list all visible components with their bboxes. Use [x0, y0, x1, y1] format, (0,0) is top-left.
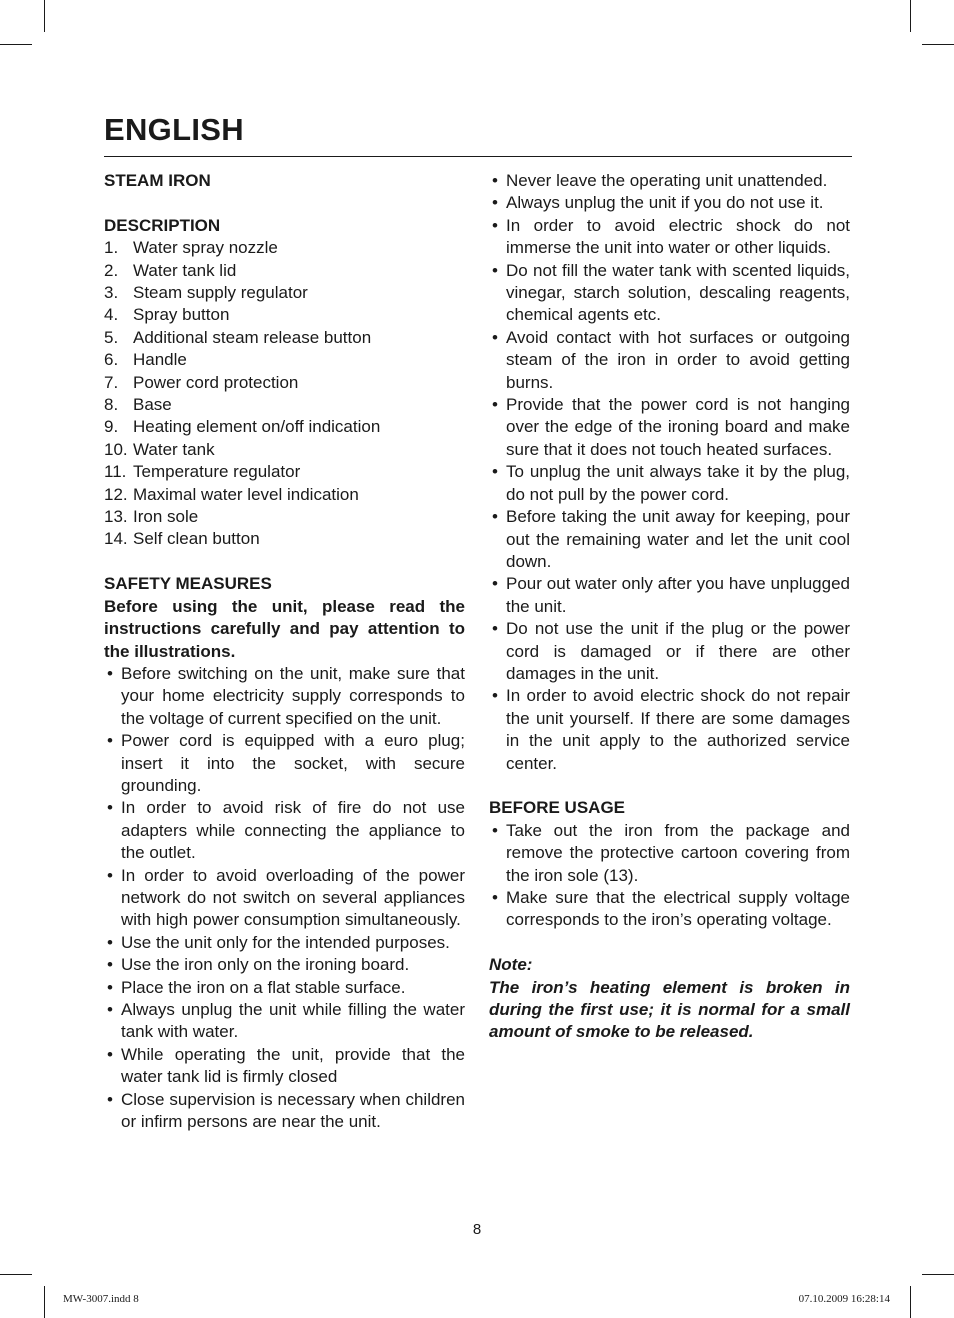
list-item: 6. Handle [104, 350, 187, 370]
parts-list [104, 237, 465, 551]
list-item: 14. Self clean button [104, 529, 260, 549]
list-item: 1. Water spray nozzle [104, 238, 278, 258]
list-item: • Pour out water only after you have unplugged the unit. [492, 574, 850, 616]
safety-list-right [489, 170, 850, 775]
list-item: 7. Power cord protection [104, 372, 299, 392]
crop-mark [910, 1286, 911, 1318]
list-item: • Before switching on the unit, make sure that your home electricity supply corresponds to the voltage of current specified on the unit. [107, 663, 465, 728]
list-item: 13. Iron sole [104, 507, 199, 527]
list-item: 8. Base [104, 395, 172, 415]
page-number: 8 [472, 1221, 482, 1238]
list-item: • Do not fill the water tank with scented liquids, vinegar, starch solution, descaling reagents, chemical agents etc. [492, 260, 850, 325]
list-item: • Always unplug the unit while filling the water tank with water. [107, 1000, 465, 1042]
list-item: 2. Water tank lid [104, 260, 237, 280]
list-item: • In order to avoid risk of fire do not use adapters while connecting the appliance to the outlet. [107, 798, 465, 863]
list-item: • Close supervision is necessary when children or infirm persons are near the unit. [107, 1089, 465, 1132]
left-column [104, 170, 465, 1133]
section-title: STEAM IRON [104, 171, 211, 190]
list-item: 10. Water tank [104, 439, 215, 459]
crop-mark [922, 44, 954, 45]
file-slug: MW-3007.indd 8 [63, 1293, 139, 1305]
list-item: • Never leave the operating unit unattended. [492, 171, 828, 190]
list-item: • In order to avoid electric shock do not immerse the unit into water or other liquids. [492, 215, 850, 258]
list-item: • Take out the iron from the package and remove the protective cartoon covering from the iron sole (13). [492, 820, 850, 885]
before-usage-heading: BEFORE USAGE [489, 798, 626, 818]
list-item: • Place the iron on a flat stable surface. [107, 977, 406, 997]
list-item: • To unplug the unit always take it by the plug, do not pull by the power cord. [492, 462, 850, 504]
safety-intro: Before using the unit, please read the instructions carefully and pay attention to the illustrations. [104, 596, 465, 661]
list-item: • Always unplug the unit if you do not use it. [492, 193, 824, 213]
list-item: • Do not use the unit if the plug or the power cord is damaged or if there are other damages in the unit. [492, 619, 850, 683]
list-item: • Use the unit only for the intended purposes. [107, 932, 450, 952]
crop-mark [910, 0, 911, 32]
before-usage-list [489, 820, 850, 932]
crop-mark [0, 44, 32, 45]
list-item: • Make sure that the electrical supply voltage corresponds to the iron’s operating voltage. [492, 887, 850, 930]
list-item: • While operating the unit, provide that the water tank lid is firmly closed [107, 1044, 465, 1087]
heading-rule [104, 156, 852, 157]
list-item: • In order to avoid overloading of the power network do not switch on several appliances with high power consumption simultaneously. [107, 865, 465, 930]
list-item: • Before taking the unit away for keeping, pour out the remaining water and let the unit cool down. [492, 507, 850, 571]
list-item: 3. Steam supply regulator [104, 283, 308, 303]
note-text: The iron’s heating element is broken in during the first use; it is normal for a small amount of smoke to be released. [489, 977, 850, 1042]
crop-mark [44, 1286, 45, 1318]
list-item: 4. Spray button [104, 305, 230, 325]
list-item: • Avoid contact with hot surfaces or outgoing steam of the iron in order to avoid getting burns. [492, 327, 850, 392]
list-item: 12. Maximal water level indication [104, 484, 359, 504]
safety-list-left [104, 663, 465, 1134]
list-item: 9. Heating element on/off indication [104, 417, 381, 437]
list-item: • Power cord is equipped with a euro plug; insert it into the socket, with secure grounding. [107, 731, 465, 795]
note-label: Note: [489, 955, 533, 975]
description-heading: DESCRIPTION [104, 215, 221, 235]
crop-mark [0, 1274, 32, 1275]
list-item: 5. Additional steam release button [104, 327, 372, 347]
timestamp-slug: 07.10.2009 16:28:14 [798, 1293, 890, 1305]
list-item: • Provide that the power cord is not hanging over the edge of the ironing board and make sure that it does not touch heated surfaces. [492, 395, 850, 459]
list-item: • Use the iron only on the ironing board. [107, 955, 410, 975]
safety-heading: SAFETY MEASURES [104, 574, 272, 594]
language-heading: ENGLISH [104, 112, 244, 147]
crop-mark [922, 1274, 954, 1275]
crop-mark [44, 0, 45, 32]
right-column [489, 170, 850, 1044]
list-item: 11. Temperature regulator [104, 462, 301, 482]
list-item: • In order to avoid electric shock do not repair the unit yourself. If there are some damages in the unit apply to the authorized service center. [492, 686, 850, 773]
